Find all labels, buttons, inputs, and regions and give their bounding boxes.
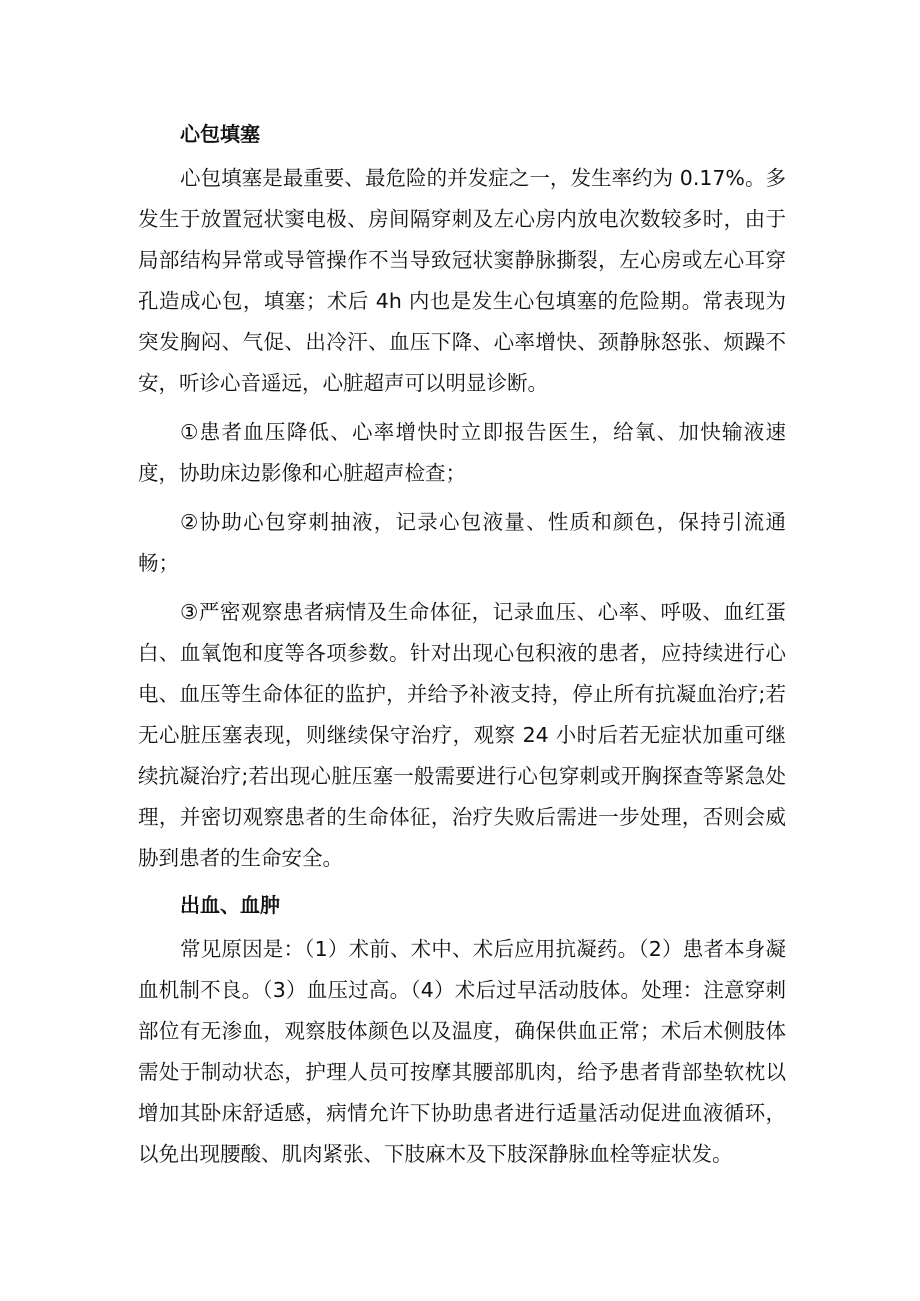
paragraph-tamponade-overview: 心包填塞是最重要、最危险的并发症之一，发生率约为 0.17%。多发生于放置冠状窦电极、房间隔穿刺及左心房内放电次数较多时，由于局部结构异常或导管操作不当导致冠状窦静脉撕裂，左心房或左心耳穿孔造成心包，填塞；术后 4h 内也是发生心包填塞的危险期。常表现为突发胸闷、气促、出冷汗、血压下降、心率增快、颈静脉怒张、烦躁不安，听诊心音遥远，心脏超声可以明显诊断。 [138,166,786,395]
section-heading-bleeding-hematoma: 出血、血肿 [180,893,280,917]
paragraph-step-2: ②协助心包穿刺抽液，记录心包液量、性质和颜色，保持引流通畅； [138,510,786,575]
paragraph-bleeding-causes: 常见原因是：（1）术前、术中、术后应用抗凝药。（2）患者本身凝血机制不良。（3）血压过高。（4）术后过早活动肢体。处理：注意穿刺部位有无渗血，观察肢体颜色以及温度，确保供血正常；术后术侧肢体需处于制动状态，护理人员可按摩其腰部肌肉，给予患者背部垫软枕以增加其卧床舒适感，病情允许下协助患者进行适量活动促进血液循环，以免出现腰酸、肌肉紧张、下肢麻木及下肢深静脉血栓等症状发。 [138,937,786,1166]
paragraph-step-1: ①患者血压降低、心率增快时立即报告医生，给氧、加快输液速度，协助床边影像和心脏超声检查； [138,420,786,485]
document-page [138,116,786,1183]
paragraph-step-3: ③严密观察患者病情及生命体征，记录血压、心率、呼吸、血红蛋白、血氧饱和度等各项参数。针对出现心包积液的患者，应持续进行心电、血压等生命体征的监护，并给予补液支持，停止所有抗凝血治疗;若无心脏压塞表现，则继续保守治疗，观察 24 小时后若无症状加重可继续抗凝治疗;若出现心脏压塞一般需要进行心包穿刺或开胸探查等紧急处理，并密切观察患者的生命体征，治疗失败后需进一步处理，否则会威胁到患者的生命安全。 [138,600,786,870]
section-heading-pericardial-tamponade: 心包填塞 [180,122,260,146]
